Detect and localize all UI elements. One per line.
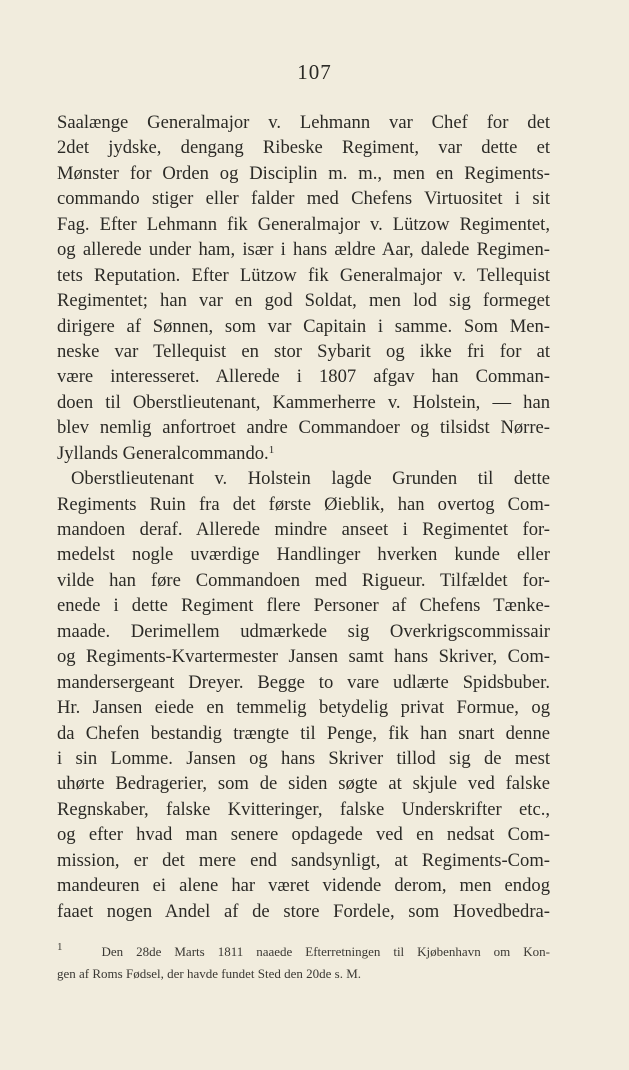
text-line-with-footnote-ref [57,441,550,466]
text-line: neske var Tellequist en stor Sybarit og ikke fri for at [57,340,550,362]
text-line: 2det jydske, dengang Ribeske Regiment, var dette et [57,137,550,159]
text-line: commando stiger eller falder med Chefens Virtuositet i sit [57,188,550,210]
text-line: tets Reputation. Efter Lützow fik Generalmajor v. Tellequist [57,264,550,286]
text-line: og Regiments-Kvartermester Jansen samt hans Skriver, Com- [57,646,550,668]
text-line: mission, er det mere end sandsynligt, at Regiments-Com- [57,849,550,871]
text-line: Mønster for Orden og Disciplin m. m., men en Regiments- [57,162,550,184]
text-line: Regnskaber, falske Kvitteringer, falske Underskrifter etc., [57,798,550,820]
text-line: være interesseret. Allerede i 1807 afgav han Comman- [57,366,550,388]
text-line: doen til Oberstlieutenant, Kammerherre v. Holstein, — han [57,391,550,413]
footnote-line: gen af Roms Fødsel, der havde fundet Sted den 20de s. M. [57,966,362,981]
page-number: 107 [297,60,332,84]
text-line: blev nemlig anfortroet andre Commandoer og tilsidst Nørre- [57,417,550,439]
text-line: Jyllands Generalcommando. [57,442,269,464]
text-line: faaet nogen Andel af de store Fordele, som Hovedbedra- [57,900,550,922]
text-line: mandersergeant Dreyer. Begge to vare udlærte Spidsbuber. [57,671,550,693]
text-line: dirigere af Sønnen, som var Capitain i samme. Som Men- [57,315,550,337]
text-line: Hr. Jansen eiede en temmelig betydelig privat Formue, og [57,697,550,719]
text-line: enede i dette Regiment flere Personer af Chefens Tænke- [57,595,550,617]
text-line: maade. Derimellem udmærkede sig Overkrigscommissair [57,620,550,642]
text-line: uhørte Bedragerier, som de siden søgte at skjule ved falske [57,773,550,795]
text-line: medelst nogle uværdige Handlinger hverken kunde eller [57,544,550,566]
text-line: Regiments Ruin fra det første Øieblik, han overtog Com- [57,493,550,515]
text-line: og allerede under ham, især i hans ældre Aar, dalede Regimen- [57,239,550,261]
footnote-reference: 1 [268,443,275,456]
footnote-line [57,941,550,963]
text-line: da Chefen bestandig trængte til Penge, fik han snart denne [57,722,550,744]
footnote-text: Den 28de Marts 1811 naaede Efterretningen til Kjøbenhavn om Kon- [101,944,550,959]
footnote [57,941,550,985]
body-text [57,110,550,924]
text-line: Fag. Efter Lehmann fik Generalmajor v. Lützow Regimentet, [57,213,550,235]
text-line: mandoen deraf. Allerede mindre anseet i Regimentet for- [57,519,550,540]
footnote-marker: 1 [57,941,63,953]
text-line: Saalænge Generalmajor v. Lehmann var Chef for det [57,112,550,133]
text-line: i sin Lomme. Jansen og hans Skriver tillod sig de mest [57,747,550,769]
text-line: vilde han føre Commandoen med Rigueur. Tilfældet for- [57,569,550,591]
text-line: Oberstlieutenant v. Holstein lagde Grunden til dette [71,468,550,490]
text-line: mandeuren ei alene har været vidende derom, men endog [57,875,550,897]
text-line: og efter hvad man senere opdagede ved en nedsat Com- [57,824,550,846]
text-line: Regimentet; han var en god Soldat, men lod sig formeget [57,290,550,312]
